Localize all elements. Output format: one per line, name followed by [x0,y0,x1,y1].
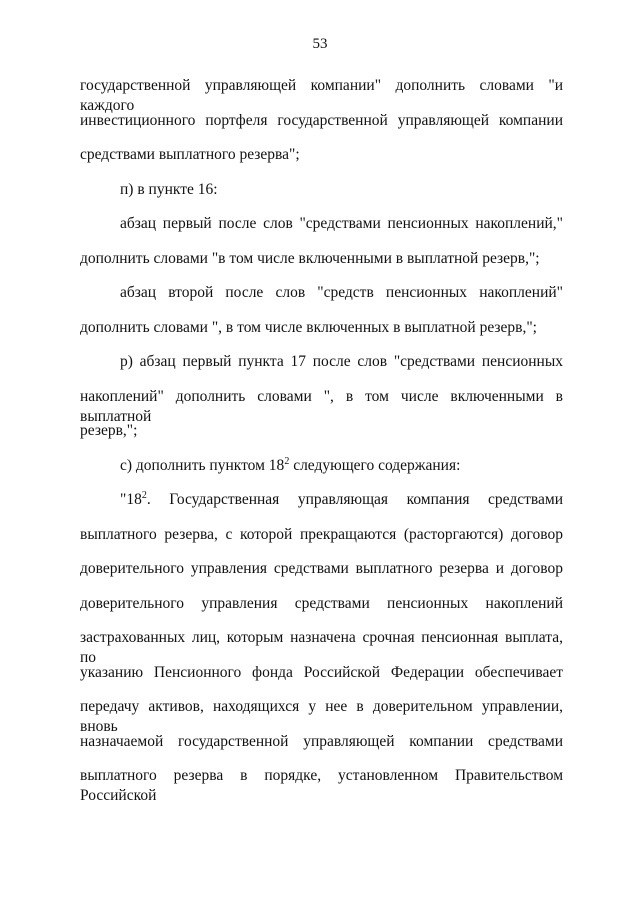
text-line-4: п) в пункте 16: [120,180,218,198]
text-line-20: назначаемой государственной управляющей компании средствами [80,732,563,750]
text-line-5: абзац первый после слов "средствами пенсионных накоплений," [120,215,563,232]
text-line-10: накоплений" дополнить словами ", в том числе включенными в выплатной [80,387,563,425]
text-line-19: передачу активов, находящихся у нее в доверительном управлении, вновь [80,698,563,735]
text-line-21: выплатного резерва в порядке, установленном Правительством Российской [80,767,563,804]
text-line-9: р) абзац первый пункта 17 после слов "средствами пенсионных [120,353,563,370]
text-line-8: дополнить словами ", в том числе включенных в выплатной резерв,"; [80,318,537,336]
page-number: 53 [312,36,328,52]
text-line-13 [80,490,563,525]
text-line-13-a: "18 [120,491,142,508]
text-line-12 [80,456,563,491]
text-line-7: абзац второй после слов "средств пенсионных накоплений" [120,284,563,301]
text-line-13-b: . Государственная управляющая компания средствами [146,491,563,508]
text-line-6: дополнить словами "в том числе включенными в выплатной резерв,"; [80,249,540,267]
document-body [80,76,563,804]
text-line-2: инвестиционного портфеля государственной управляющей компании [80,111,563,129]
text-line-17: застрахованных лиц, которым назначена срочная пенсионная выплата, по [80,629,563,666]
text-line-16: доверительного управления средствами пенсионных накоплений [80,594,563,612]
text-line-12-b: следующего содержания: [289,456,461,474]
text-line-3: средствами выплатного резерва"; [80,146,300,163]
text-line-1: государственной управляющей компании" дополнить словами "и каждого [80,77,563,114]
superscript: 2 [284,455,290,467]
text-line-12-a: с) дополнить пунктом 18 [120,456,285,474]
text-line-15: доверительного управления средствами выплатного резерва и договор [80,560,563,577]
text-line-11: резерв,"; [80,422,138,439]
text-line-14: выплатного резерва, с которой прекращаются (расторгаются) договор [80,525,563,543]
text-line-18: указанию Пенсионного фонда Российской Федерации обеспечивает [80,663,563,681]
superscript: 2 [141,490,147,501]
